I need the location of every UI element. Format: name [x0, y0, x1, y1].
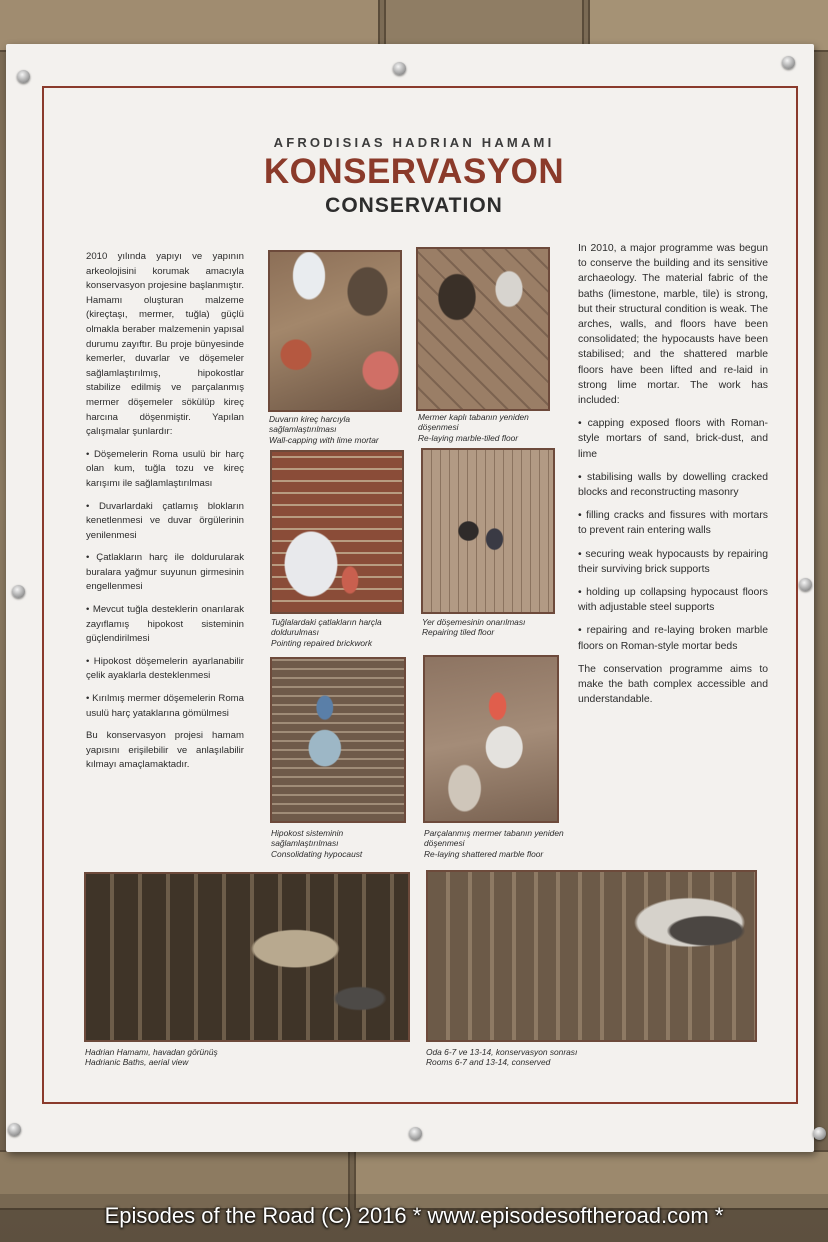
caption-tr: Duvarın kireç harcıyla sağlamlaştırılması [269, 414, 350, 435]
screw-icon [12, 585, 25, 598]
photo-tiled-floor [421, 448, 555, 614]
photo-wall-capping [268, 250, 402, 412]
screw-icon [8, 1123, 21, 1136]
caption-shattered-marble [424, 828, 564, 859]
english-outro: The conservation programme aims to make the bath complex accessible and understandable. [578, 663, 768, 706]
screw-icon [409, 1127, 422, 1140]
photo-aerial-view [84, 872, 410, 1042]
turkish-bullet: • Döşemelerin Roma usulü bir harç olan kum, tuğla tozu ve kireç karışımı ile sağlamlaştırılması [86, 448, 244, 489]
english-bullet: • holding up collapsing hypocaust floors with adjustable steel supports [578, 587, 768, 614]
turkish-bullet: • Duvarlardaki çatlamış blokların kenetlenmesi ve duvar örgülerinin yenilenmesi [86, 500, 244, 541]
caption-brickwork [271, 617, 411, 648]
title-turkish: KONSERVASYON [263, 152, 565, 191]
site-name: AFRODISIAS HADRIAN HAMAMI [273, 135, 555, 150]
screw-icon [799, 578, 812, 591]
caption-wall-capping [269, 414, 409, 445]
english-bullet: • repairing and re-laying broken marble floors on Roman-style mortar beds [578, 625, 768, 652]
caption-tr: Tuğlalardaki çatlakların harçla doldurulması [271, 617, 382, 638]
turkish-bullet: • Kırılmış mermer döşemelerin Roma usulü harç yataklarına gömülmesi [86, 693, 244, 719]
caption-en: Repairing tiled floor [422, 627, 495, 638]
screw-icon [813, 1127, 826, 1140]
caption-en: Pointing repaired brickwork [271, 637, 373, 648]
caption-hypocaust [271, 828, 411, 859]
caption-tr: Oda 6-7 ve 13-14, konservasyon sonrası [426, 1047, 578, 1057]
english-bullet: • capping exposed floors with Roman-style mortars of sand, brick-dust, and lime [578, 418, 768, 460]
caption-tr: Mermer kaplı tabanın yeniden döşenmesi [418, 412, 529, 433]
turkish-bullet: • Çatlakların harç ile doldurularak buralara yağmur suyunun girmesinin engellenmesi [86, 552, 244, 593]
turkish-intro: 2010 yılında yapıyı ve yapının arkeolojisini korumak amacıyla konservasyon projesine başlanmıştır. Hamamı oluşturan malzeme (kireçtaşı, mermer, tuğla) güçlü olmakla beraber malzemenin yapısal durumu zayıftır. Bu proje bünyesinde kemerler, duvarlar ve döşemeler sağlamlaştırılmış, hipokostlar stabilize edilmiş ve parçalanmış mermer döşemeler sökülüp kireç harcına döşenmiştir. Yapılan çalışmalar şunlardır: [86, 251, 244, 438]
caption-tr: Hadrian Hamamı, havadan görünüş [85, 1047, 218, 1057]
title-english: CONSERVATION [325, 194, 503, 217]
english-text-column [578, 241, 768, 715]
caption-en: Re-laying shattered marble floor [424, 848, 544, 859]
caption-tr: Yer döşemesinin onarılması [422, 617, 526, 627]
turkish-text-column [86, 250, 244, 781]
caption-marble-floor [418, 412, 558, 443]
screw-icon [393, 62, 406, 75]
caption-rooms-conserved [426, 1047, 726, 1068]
caption-tr: Parçalanmış mermer tabanın yeniden döşenmesi [424, 828, 564, 849]
english-intro: In 2010, a major programme was begun to conserve the building and its sensitive archaeology. The material fabric of the baths (limestone, marble, tile) is strong, but their structural condition is weak. The arches, walls, and floors have been consolidated; the hypocausts have been stabilised; and the shattered marble floors have been lifted and re-laid in strong lime mortar. The work has included: [578, 243, 768, 407]
photo-rooms-conserved [426, 870, 757, 1042]
screw-icon [782, 56, 795, 69]
watermark-text: Episodes of the Road (C) 2016 * www.episodesoftheroad.com * [104, 1203, 724, 1228]
caption-en: Re-laying marble-tiled floor [418, 432, 519, 443]
english-bullet: • filling cracks and fissures with mortars to prevent rain entering walls [578, 510, 768, 537]
photo-hypocaust [270, 657, 406, 823]
turkish-bullet: • Mevcut tuğla desteklerin onarılarak zayıflamış hipokost sisteminin güçlendirilmesi [86, 604, 244, 645]
caption-en: Rooms 6-7 and 13-14, conserved [426, 1057, 551, 1068]
caption-en: Consolidating hypocaust [271, 848, 363, 859]
caption-tiled-floor [422, 617, 562, 638]
caption-en: Hadrianic Baths, aerial view [85, 1057, 189, 1068]
photo-shattered-marble [423, 655, 559, 823]
photo-marble-floor [416, 247, 550, 411]
caption-en: Wall-capping with lime mortar [269, 434, 379, 445]
turkish-outro: Bu konservasyon projesi hamam yapısını erişilebilir ve anlaşılabilir kılmayı amaçlamaktadır. [86, 730, 244, 771]
caption-aerial-view [85, 1047, 385, 1068]
caption-tr: Hipokost sisteminin sağlamlaştırılması [271, 828, 344, 849]
english-bullet: • securing weak hypocausts by repairing their surviving brick supports [578, 548, 768, 575]
screw-icon [17, 70, 30, 83]
photo-brickwork [270, 450, 404, 614]
turkish-bullet: • Hipokost döşemelerin ayarlanabilir çelik ayaklarla desteklenmesi [86, 655, 244, 682]
english-bullet: • stabilising walls by dowelling cracked blocks and reconstructing masonry [578, 471, 768, 499]
